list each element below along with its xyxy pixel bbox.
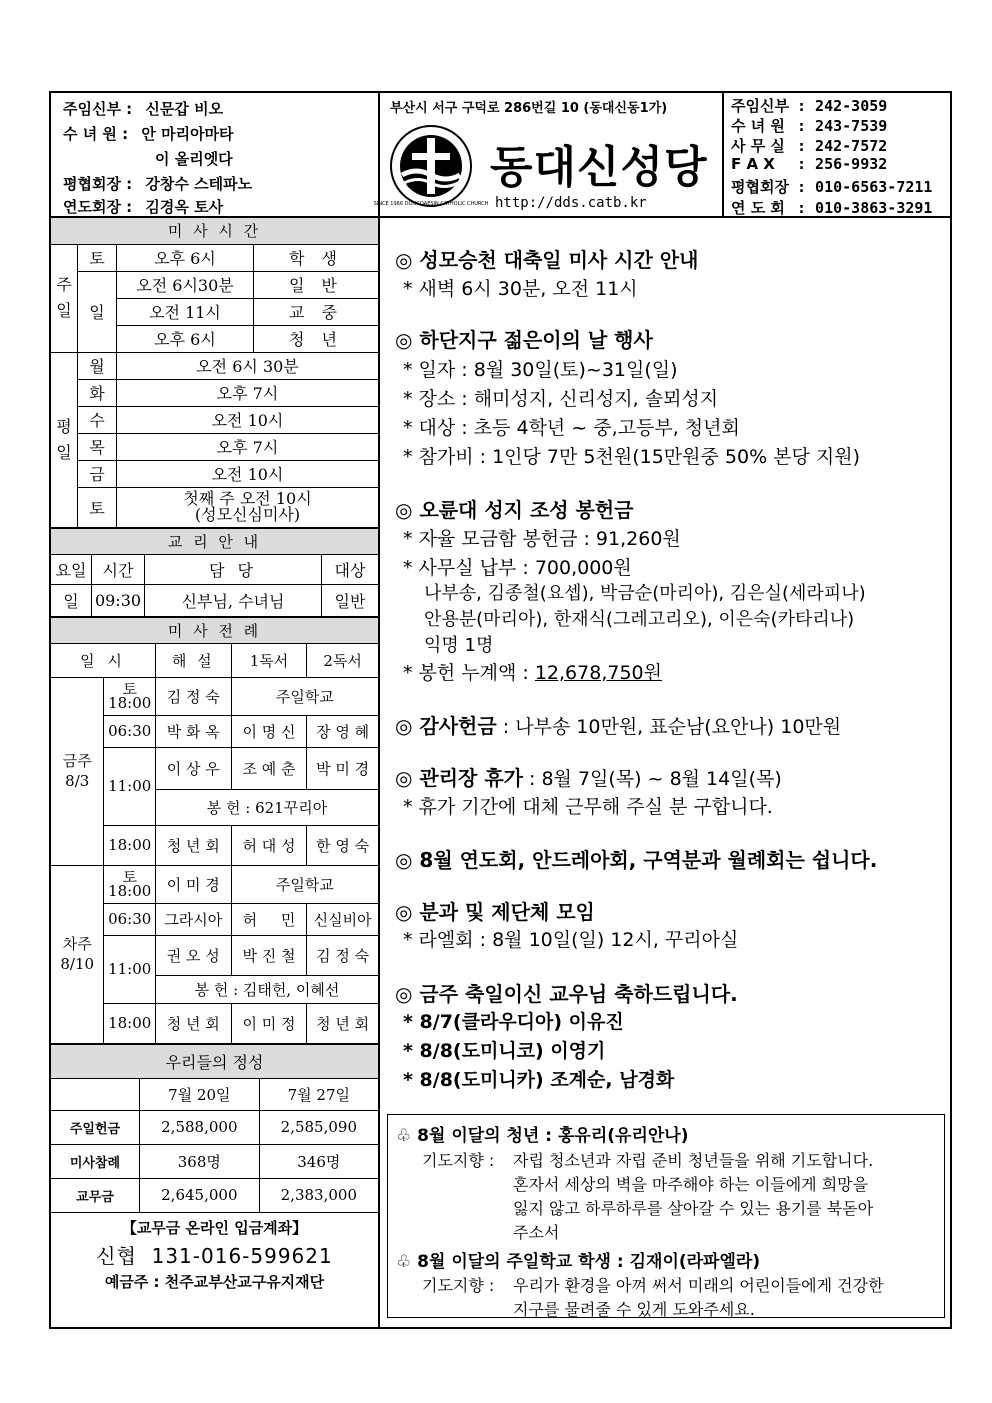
empty-cell [51, 1078, 140, 1110]
table-cell: 이 미 경 [155, 865, 231, 903]
table-cell: 허 민 [231, 903, 307, 935]
day-cell: 화 [78, 379, 117, 406]
contact-row: 주임신부 : 242-3059 [731, 97, 888, 115]
table-cell: 장 영 혜 [307, 715, 378, 747]
table-cell: 신실비아 [307, 903, 378, 935]
notice-line: * 8/7(클라우디아) 이유진 [403, 1011, 624, 1033]
contact-row: F A X : 256-9932 [731, 155, 888, 173]
staff-row [63, 98, 223, 119]
notice-line: * 사무실 납부 : 700,000원 [403, 557, 632, 579]
row-label: 교무금 [51, 1178, 140, 1212]
notice-title: ◎ 감사헌금 : 나부송 10만원, 표순남(요안나) 10만원 [395, 714, 842, 738]
table-cell: 신부님, 수녀님 [145, 584, 322, 616]
notice-line: * 8/8(도미니카) 조계순, 남경화 [403, 1069, 675, 1091]
notice-line: * 8/8(도미니코) 이영기 [403, 1040, 606, 1062]
offerings-title: 우리들의 정성 [51, 1044, 378, 1078]
table-cell: 권 오 성 [155, 935, 231, 975]
staff-row [155, 148, 233, 169]
time-cell: 오전 10시 [117, 406, 379, 433]
account-number: 신협 131-016-599621 [96, 1243, 333, 1268]
day-cell: 일 [78, 271, 117, 352]
church-title-block [373, 93, 722, 216]
column-header: 해 설 [155, 643, 231, 677]
column-header: 일 시 [51, 643, 155, 677]
staff-role: 평협회장 : [63, 175, 133, 193]
mass-times-table [51, 218, 378, 528]
address: 부산시 서구 구덕로 286번길 10 (동대신동1가) [390, 101, 668, 116]
staff-list [51, 93, 378, 216]
time-cell: 오후 7시 [117, 433, 379, 460]
time-cell: 토 18:00 [104, 677, 155, 715]
church-logo-icon [373, 123, 489, 209]
prayer-label: 기도지향 : [422, 1276, 495, 1295]
notice-line: * 자율 모금함 봉헌금 : 91,260원 [403, 528, 681, 550]
table-cell: 2,645,000 [140, 1178, 260, 1212]
table-cell: 한 영 숙 [307, 825, 378, 865]
notice-line: * 참가비 : 1인당 7만 5천원(15만원중 50% 본당 지원) [403, 446, 861, 468]
time-cell: 06:30 [104, 903, 155, 935]
notice-title: ◎ 8월 연도회, 안드레아회, 구역분과 월례회는 쉽니다. [395, 848, 878, 872]
left-column [51, 218, 378, 1292]
day-cell: 목 [78, 433, 117, 460]
time-cell: 첫째 주 오전 10시 (성모신심미사) [117, 487, 379, 527]
staff-row [63, 196, 223, 217]
day-cell: 금 [78, 460, 117, 487]
sunday-label: 주일 [51, 244, 78, 352]
column-header: 2독서 [307, 643, 378, 677]
table-cell: 주일학교 [231, 677, 378, 715]
staff-role: 주임신부 : [63, 100, 133, 118]
donor-names: 나부송, 김종철(요셉), 박금순(마리아), 김은실(세라피나) [424, 583, 866, 604]
table-cell: 368명 [140, 1144, 260, 1178]
liturgy-table [51, 617, 378, 1044]
time-cell: 18:00 [104, 1003, 155, 1043]
row-label: 주일헌금 [51, 1110, 140, 1144]
student-of-month: ♧ 8월 이달의 주일학교 학생 : 김재이(라파엘라) [396, 1252, 761, 1272]
header [51, 93, 950, 218]
table-cell: 이 명 신 [231, 715, 307, 747]
day-cell: 토 [78, 487, 117, 527]
prayer-label: 기도지향 : [422, 1151, 495, 1170]
table-cell: 2,588,000 [140, 1110, 260, 1144]
time-cell: 오전 6시 30분 [117, 352, 379, 379]
staff-row [63, 173, 252, 194]
staff-name: 안 마리아마타 [141, 125, 234, 143]
contact-row: 연 도 회 : 010-3863-3291 [731, 199, 933, 217]
account-box [51, 1213, 378, 1292]
liturgy-title: 미 사 전 례 [51, 617, 378, 643]
youth-of-month: ♧ 8월 이달의 청년 : 홍유리(유리안나) [396, 1126, 689, 1146]
table-cell: 박 화 옥 [155, 715, 231, 747]
notice-line: * 휴가 기간에 대체 근무해 주실 분 구합니다. [403, 796, 773, 818]
prayer-line: 우리가 환경을 아껴 써서 미래의 어린이들에게 건강한 [513, 1276, 884, 1295]
time-cell: 06:30 [104, 715, 155, 747]
notice-line: * 일자 : 8월 30일(토)~31일(일) [403, 359, 678, 381]
target-cell: 청 년 [254, 325, 379, 352]
column-header: 담 당 [145, 554, 322, 584]
table-cell: 346명 [259, 1144, 378, 1178]
notice-title: ◎ 하단지구 젊은이의 날 행사 [395, 328, 653, 352]
table-cell: 허 대 성 [231, 825, 307, 865]
church-name: 동대신성당 [490, 142, 708, 193]
time-cell: 18:00 [104, 825, 155, 865]
table-cell: 09:30 [92, 584, 145, 616]
contact-row: 사 무 실 : 242-7572 [731, 137, 888, 155]
prayer-line: 지구를 물려줄 수 있게 도와주세요. [513, 1300, 755, 1319]
mass-times-title: 미 사 시 간 [51, 218, 378, 244]
time-cell: 오후 6시 [117, 244, 254, 271]
contact-row: 수 녀 원 : 243-7539 [731, 117, 888, 135]
table-cell: 일반 [322, 584, 379, 616]
table-cell: 조 예 춘 [231, 747, 307, 789]
website-link[interactable]: http://dds.catb.kr [495, 195, 647, 211]
staff-name: 강창수 스테파노 [145, 175, 253, 193]
notice-title: ◎ 분과 및 제단체 모임 [395, 900, 595, 924]
table-cell: 2,585,090 [259, 1110, 378, 1144]
row-label: 미사참례 [51, 1144, 140, 1178]
time-cell: 오후 6시 [117, 325, 254, 352]
time-cell: 오전 10시 [117, 460, 379, 487]
catechism-table [51, 528, 378, 617]
notice-line: * 대상 : 초등 4학년 ~ 중,고등부, 청년회 [403, 417, 740, 439]
account-holder: 예금주 : 천주교부산교구유지재단 [104, 1272, 325, 1291]
prayer-line: 혼자서 세상의 벽을 마주해야 하는 이들에게 희망을 [513, 1175, 869, 1194]
offerings-table [51, 1044, 378, 1213]
notice-title: ◎ 금주 축일이신 교우님 축하드립니다. [395, 982, 738, 1006]
week-label-next: 차주 8/10 [51, 865, 104, 1043]
contact-row: 평협회장 : 010-6563-7211 [731, 178, 933, 196]
table-cell: 박 진 철 [231, 935, 307, 975]
column-header: 대상 [322, 554, 379, 584]
column-header: 1독서 [231, 643, 307, 677]
time-cell: 토 18:00 [104, 865, 155, 903]
table-cell: 청 년 회 [155, 1003, 231, 1043]
time-cell: 오전 6시30분 [117, 271, 254, 298]
table-cell: 김 정 숙 [155, 677, 231, 715]
staff-name: 신문갑 비오 [145, 100, 224, 118]
column-header: 시간 [92, 554, 145, 584]
notice-title: ◎ 관리장 휴가 : 8월 7일(목) ~ 8월 14일(목) [395, 766, 782, 790]
notice-line: * 장소 : 해미성지, 신리성지, 솔뫼성지 [403, 388, 719, 410]
bulletin-page [49, 91, 952, 1329]
day-cell: 수 [78, 406, 117, 433]
table-cell: 청 년 회 [155, 825, 231, 865]
notice-title: ◎ 오륜대 성지 조성 봉헌금 [395, 498, 634, 522]
time-cell: 오전 11시 [117, 298, 254, 325]
week-label-this: 금주 8/3 [51, 677, 104, 865]
staff-role: 연도회장 : [63, 198, 133, 216]
staff-name: 김경옥 토사 [145, 198, 224, 216]
day-cell: 월 [78, 352, 117, 379]
target-cell: 학 생 [254, 244, 379, 271]
target-cell: 교 중 [254, 298, 379, 325]
table-cell: 청 년 회 [307, 1003, 378, 1043]
column-header: 7월 20일 [140, 1078, 260, 1110]
time-cell: 11:00 [104, 935, 155, 1003]
target-cell: 일 반 [254, 271, 379, 298]
table-cell: 주일학교 [231, 865, 378, 903]
time-cell: 11:00 [104, 747, 155, 825]
offering-cell: 봉 헌 : 621꾸리아 [155, 789, 378, 825]
prayer-box [387, 1114, 945, 1318]
account-title: 【교무금 온라인 입금계좌】 [121, 1218, 308, 1237]
notice-line: * 봉헌 누계액 : 12,678,750원 [403, 662, 662, 684]
prayer-line: 주소서 [513, 1223, 560, 1242]
table-cell: 이 미 정 [231, 1003, 307, 1043]
weekday-label: 평일 [51, 352, 78, 527]
time-cell: 오후 7시 [117, 379, 379, 406]
staff-role: 수 녀 원 : [63, 125, 129, 143]
table-cell: 그라시아 [155, 903, 231, 935]
notice-line: * 새벽 6시 30분, 오전 11시 [403, 278, 638, 300]
donor-names: 익명 1명 [424, 635, 494, 656]
donor-names: 안용분(마리아), 한재식(그레고리오), 이은숙(카타리나) [424, 609, 855, 630]
column-header: 요일 [51, 554, 92, 584]
table-cell: 이 상 우 [155, 747, 231, 789]
column-header: 7월 27일 [259, 1078, 378, 1110]
total-amount: 12,678,750원 [534, 662, 662, 684]
table-cell: 박 미 경 [307, 747, 378, 789]
catechism-title: 교 리 안 내 [51, 528, 378, 554]
staff-row [63, 123, 234, 144]
notices-column [381, 218, 950, 1328]
table-cell: 2,383,000 [259, 1178, 378, 1212]
notice-line: * 라엘회 : 8월 10일(일) 12시, 꾸리아실 [403, 929, 739, 951]
offering-cell: 봉 헌 : 김태헌, 이혜선 [155, 975, 378, 1003]
table-cell: 김 정 숙 [307, 935, 378, 975]
table-cell: 일 [51, 584, 92, 616]
notice-title: ◎ 성모승천 대축일 미사 시간 안내 [395, 248, 699, 272]
prayer-line: 잃지 않고 하루하루를 살아갈 수 있는 용기를 북돋아 [513, 1199, 874, 1218]
svg-text:SINCE 1966 DONGDAESIN CATHOLIC: SINCE 1966 DONGDAESIN CATHOLIC CHURCH [373, 201, 489, 207]
staff-name: 이 올리엣다 [155, 150, 233, 168]
prayer-line: 자립 청소년과 자립 준비 청년들을 위해 기도합니다. [513, 1151, 874, 1170]
day-cell: 토 [78, 244, 117, 271]
